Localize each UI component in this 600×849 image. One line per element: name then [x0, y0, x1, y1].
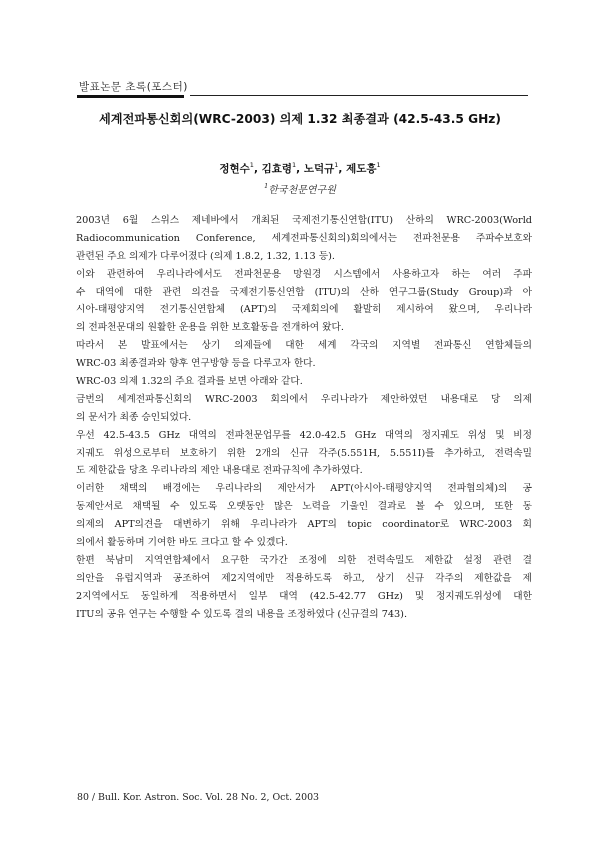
author-affiliation-mark: 1	[292, 161, 297, 169]
author-name: 제도흥	[346, 163, 377, 175]
affiliation-name: 한국천문연구원	[268, 185, 336, 196]
body-line: 2지역에서도 동일하게 적용하면서 일부 대역 (42.5-42.77 GHz) 및 정지궤도위성에 대한	[76, 590, 532, 602]
body-line: WRC-03 최종결과와 향후 연구방향 등을 다루고자 한다.	[76, 358, 316, 370]
author-affiliation-mark: 1	[334, 161, 339, 169]
author-affiliation-mark: 1	[376, 161, 381, 169]
affiliation-mark: 1	[264, 182, 269, 190]
body-line: 지궤도 위성으로부터 보호하기 위한 2개의 신규 각주(5.551H, 5.551I)를 추가하고, 전력속밀	[76, 447, 532, 459]
author-separator: ,	[296, 163, 304, 175]
body-line: 이와 관련하여 우리나라에서도 전파천문용 망원경 시스템에서 사용하고자 하는 여러 주파	[76, 268, 532, 280]
body-line: 시아-태평양지역 전기통신연합체 (APT)의 국제회의에 활발히 제시하여 왔으며, 우리나라	[76, 304, 532, 316]
body-line: WRC-03 의제 1.32의 주요 결과를 보면 아래와 같다.	[76, 376, 303, 388]
body-line: 의 문서가 최종 승인되었다.	[76, 411, 192, 423]
body-line: 동제안서로 채택될 수 있도록 오랫동안 많은 노력을 기울인 결과로 볼 수 있으며, 또한 동	[76, 501, 532, 513]
author-name: 김효령	[261, 163, 293, 175]
body-line: Radiocommunication Conference, 세계전파통신회의)회의에서는 전파천문용 주파수보호와	[76, 232, 532, 244]
body-line: 의 전파천문대의 원활한 운용을 위한 보호활동을 전개하여 왔다.	[76, 322, 344, 334]
body-line: 의제의 APT의견을 대변하기 위해 우리나라가 APT의 topic coordinator로 WRC-2003 회	[76, 519, 532, 531]
body-line: 금번의 세계전파통신회의 WRC-2003 회의에서 우리나라가 제안하였던 내용대로 당 의제	[76, 393, 532, 405]
author-separator: ,	[253, 163, 262, 175]
body-line: 도 제한값을 당초 우리나라의 제안 내용대로 전파규칙에 추가하였다.	[76, 465, 363, 477]
body-line: 우선 42.5-43.5 GHz 대역의 전파천문업무를 42.0-42.5 GHz 대역의 정지궤도 위성 및 비정	[76, 429, 532, 441]
body-line: 의에서 활동하며 기여한 바도 크다고 할 수 있겠다.	[76, 537, 288, 549]
author-name: 정현수	[219, 163, 250, 175]
author-separator: ,	[338, 163, 347, 175]
body-line: 2003년 6월 스위스 제네바에서 개최된 국제전기통신연합(ITU) 산하의 WRC-2003(World	[76, 215, 532, 226]
body-line: 따라서 본 발표에서는 상기 의제들에 대한 세계 각국의 지역별 전파통신 연합체들의	[76, 340, 532, 352]
body-line: 관련된 주요 의제가 다루어졌다 (의제 1.8.2, 1.32, 1.13 등).	[76, 250, 335, 262]
author-affiliation-mark: 1	[249, 161, 254, 169]
body-line: ITU의 공유 연구는 수행할 수 있도록 결의 내용을 조정하였다 (신규결의 743).	[76, 608, 408, 620]
body-line: 수 대역에 대한 관련 의견을 국제전기통신연합 (ITU)의 산하 연구그룹(Study Group)과 아	[76, 286, 532, 298]
abstract-body	[76, 212, 532, 623]
header-rule-thick	[77, 95, 184, 98]
header-rule-thin	[190, 95, 528, 96]
author-list	[60, 161, 540, 176]
section-label: 발표논문 초록(포스터)	[79, 81, 188, 93]
page-footer: 80 / Bull. Kor. Astron. Soc. Vol. 28 No. 2, Oct. 2003	[77, 792, 319, 803]
body-line: 한편 북남미 지역연합체에서 요구한 국가간 조정에 의한 전력속밀도 제한값 설정 관련 결	[76, 554, 532, 566]
author-name: 노덕규	[303, 163, 335, 175]
body-line: 의안을 유럽지역과 공조하여 제2지역에만 적용하도록 하고, 상기 신규 각주의 제한값을 제	[76, 572, 532, 584]
body-line: 이러한 채택의 배경에는 우리나라의 제안서가 APT(아시아-태평양지역 전파협의체)의 공	[76, 483, 532, 495]
paper-title: 세계전파통신회의(WRC-2003) 의제 1.32 최종결과 (42.5-43.5 GHz)	[99, 112, 501, 126]
affiliation	[60, 181, 540, 196]
